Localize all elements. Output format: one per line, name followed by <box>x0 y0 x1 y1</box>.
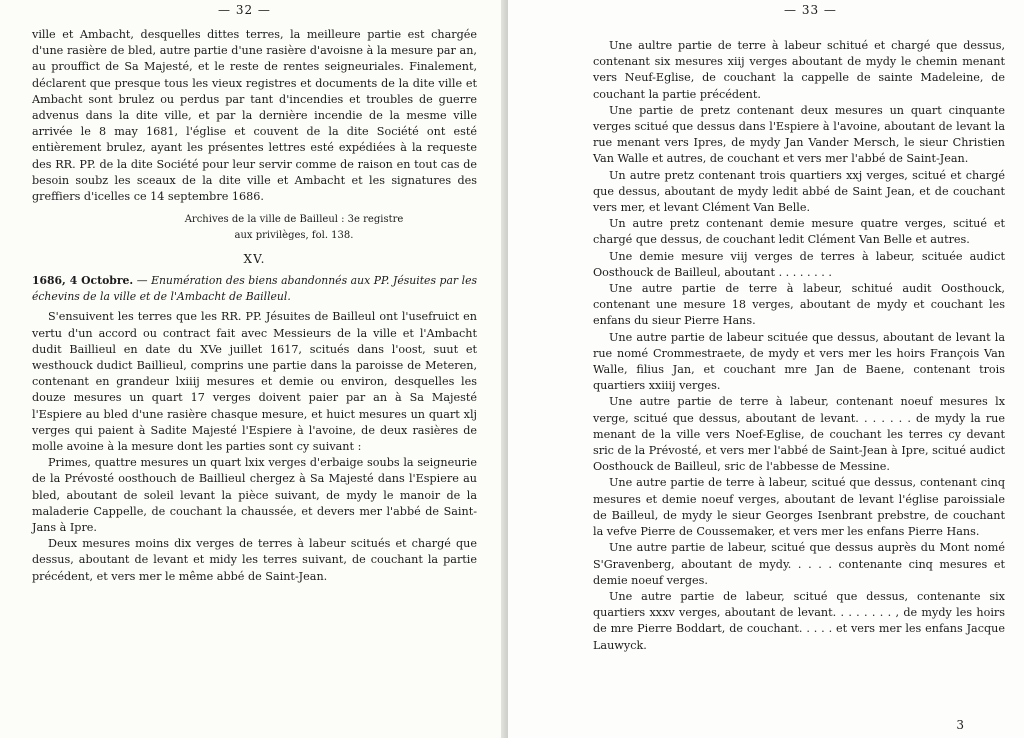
date-heading-date: 1686, 4 Octobre. <box>32 274 134 288</box>
right-paragraph: Un autre pretz contenant trois quartiers xxj verges, scitué et chargé que dessus, aboutant de mydy ledit abbé de Saint Jean, et de couchant vers mer, et levant Clément Van Belle. <box>593 168 1005 215</box>
left-page <box>0 0 508 738</box>
right-paragraph: Une autre partie de labeur scituée que dessus, aboutant de levant la rue nomé Crommestraete, de mydy et vers mer les hoirs François Van Walle, filius Jan, et couchant mre Jan de Baene, contenant trois quartiers xxiiij verges. <box>593 330 1005 393</box>
left-page-number: — 32 — <box>218 3 271 17</box>
left-page-content <box>32 27 477 585</box>
archive-note: Archives de la ville de Bailleul : 3e registre aux privilèges, fol. 138. <box>184 214 404 242</box>
right-paragraph: Une autre partie de labeur, scitué que dessus, contenante six quartiers xxxv verges, aboutant de levant. . . . . . . . , de mydy les hoirs de mre Pierre Boddart, de couchant. . . . . et vers mer les enfans Jacque Lauwyck. <box>593 589 1005 652</box>
left-paragraph: Primes, quattre mesures un quart lxix verges d'erbaige soubs la seigneurie de la Prévosté oosthouch de Baillieul chergez à Sa Majesté dans l'Espiere au bled, aboutant de soleil levant la pièce suivant, de mydy le manoir de la maladerie Cappelle, de couchant la chaussée, et devers mer l'abbé de Saint-Jans à Ipre. <box>32 456 477 535</box>
right-page-content <box>593 38 1005 654</box>
left-paragraph: S'ensuivent les terres que les RR. PP. Jésuites de Bailleul ont l'usefruict en vertu d'un accord ou contract fait avec Messieurs de la ville et l'Ambacht dudit Baillieul en date du XVe juillet 1617, scitués dans l'oost, suut et westhouck dudict Baillieul, comprins une partie dans la paroisse de Meteren, contenant en grandeur lxiiij mesures et demie ou environ, desquelles les douze mesures un quart 17 verges doivent paier par an à Sa Majesté l'Espiere au bled d'une rasière chasque mesure, et huict mesures un quart xlj verges qui paient à Sadite Majesté l'Espiere à l'avoine, de deux rasières de molle avoine à la mesure dont les parties sont cy suivant : <box>32 310 477 454</box>
right-paragraph: Une partie de pretz contenant deux mesures un quart cinquante verges scitué que dessus dans l'Espiere à l'avoine, aboutant de levant la rue menant vers Ipres, de mydy Jan Vander Mersch, le sieur Christien Van Walle et autres, de couchant et vers mer l'abbé de Saint-Jean. <box>593 103 1005 166</box>
right-paragraph: Une autre partie de terre à labeur, contenant noeuf mesures lx verge, scitué que dessus, aboutant de levant. . . . . . . de mydy la rue menant de la ville vers Noef-Eglise, de couchant les terres cy devant sric de la Prévosté, et vers mer l'abbé de Saint-Jean à Ipre, scitué audict Oosthouck de Bailleul, sric de l'abbesse de Messine. <box>593 395 1005 474</box>
right-paragraph: Une aultre partie de terre à labeur schitué et chargé que dessus, contenant six mesures xiij verges aboutant de mydy le chemin menant vers Neuf-Eglise, de couchant la cappelle de sainte Madeleine, de couchant la partie précédent. <box>593 39 1005 101</box>
right-paragraph: Un autre pretz contenant demie mesure quatre verges, scitué et chargé que dessus, de couchant ledit Clément Van Belle et autres. <box>593 217 1005 247</box>
right-page-number: — 33 — <box>784 3 837 17</box>
corner-number: 3 <box>956 718 964 732</box>
left-paragraph: Deux mesures moins dix verges de terres à labeur scitués et chargé que dessus, aboutant de levant et midy les terres suivant, de couchant la partie précédent, et vers mer le même abbé de Saint-Jean. <box>32 537 477 583</box>
right-paragraph: Une autre partie de terre à labeur, scitué que dessus, contenant cinq mesures et demie noeuf verges, aboutant de levant l'église paroissiale de Bailleul, de mydy le sieur Georges Isenbrant prebstre, de couchant la vefve Pierre de Coussemaker, et vers mer les enfans Pierre Hans. <box>593 476 1005 539</box>
right-paragraph: Une autre partie de labeur, scitué que dessus auprès du Mont nomé S'Gravenberg, aboutant de mydy. . . . . contenante cinq mesures et demie noeuf verges. <box>593 541 1005 587</box>
date-heading <box>32 273 477 304</box>
right-page <box>508 0 1024 738</box>
intro-paragraph: ville et Ambacht, desquelles dittes terres, la meilleure partie est chargée d'une rasière de bled, autre partie d'une rasière d'avoisne à la mesure par an, au prouffict de Sa Majesté, et le reste de rentes seigneuriales. Finalement, déclarent que presque tous les vieux registres et documents de la dite ville et Ambacht sont brulez ou perdus par tant d'incendies et troubles de guerre advenus dans la dite ville, et par la dernière incendie de la mesme ville arrivée le 8 may 1681, l'église et couvent de la dite Société ont esté entièrement brulez, ayant les présentes lettres esté expédiées à la requeste des RR. PP. de la dite Société pour leur servir comme de raison en tout cas de besoin soubz les sceaux de la dite ville et Ambacht et les signatures des greffiers d'icelles ce 14 septembre 1686. <box>32 28 477 204</box>
right-paragraph: Une demie mesure viij verges de terres à labeur, scituée audict Oosthouck de Bailleul, aboutant . . . . . . . . <box>593 249 1005 279</box>
date-heading-text: — Enumération des biens abandonnés aux PP. Jésuites par les échevins de la ville et de l'Ambacht de Bailleul. <box>32 274 478 303</box>
section-number: XV. <box>243 252 266 267</box>
right-paragraph: Une autre partie de terre à labeur, schitué audit Oosthouck, contenant une mesure 18 verges, aboutant de mydy et couchant les enfans du sieur Pierre Hans. <box>593 282 1005 328</box>
